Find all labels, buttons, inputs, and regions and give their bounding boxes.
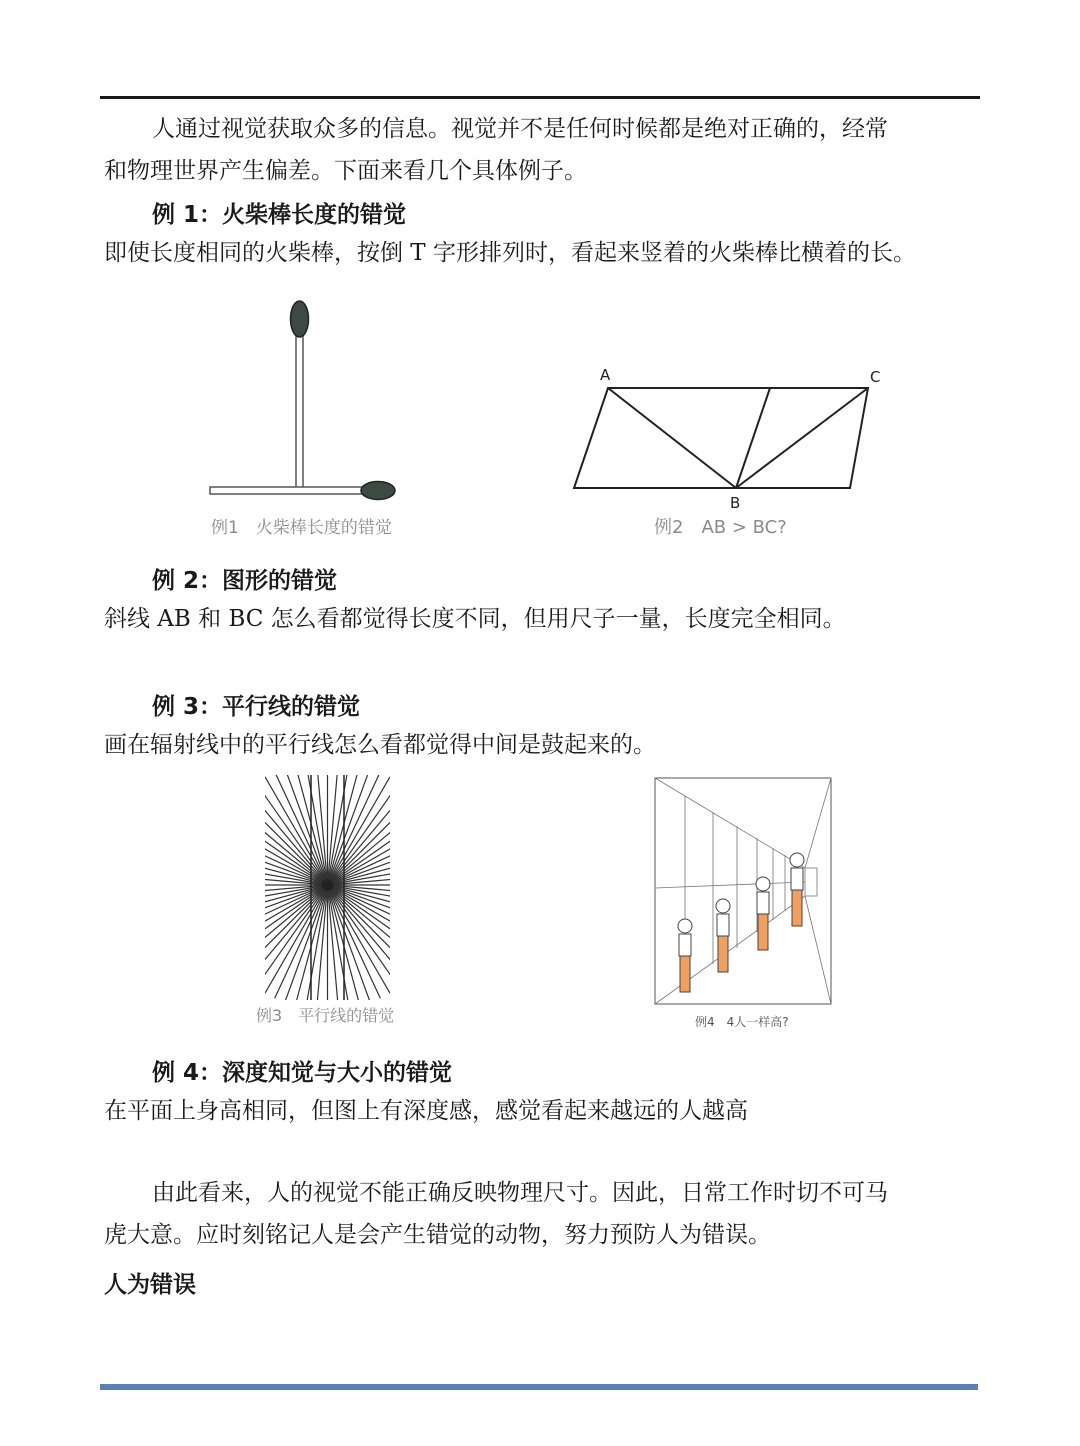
example1-text: 即使长度相同的火柴棒，按倒 T 字形排列时，看起来竖着的火柴棒比横着的长。 xyxy=(104,240,916,266)
intro-line-1: 人通过视觉获取众多的信息。视觉并不是任何时候都是绝对正确的，经常 xyxy=(152,116,888,142)
label-c: C xyxy=(870,368,881,386)
label-a: A xyxy=(600,366,611,384)
figure-matchsticks xyxy=(200,295,420,510)
line-bc xyxy=(736,388,868,488)
example4-text: 在平面上身高相同，但图上有深度感，感觉看起来越远的人越高 xyxy=(104,1098,748,1124)
horizontal-match-head xyxy=(361,482,395,500)
example1-heading: 例 1：火柴棒长度的错觉 xyxy=(152,202,407,228)
section-heading: 人为错误 xyxy=(104,1272,196,1298)
center-dot xyxy=(322,879,334,891)
example4-heading: 例 4：深度知觉与大小的错觉 xyxy=(152,1060,453,1086)
example3-text: 画在辐射线中的平行线怎么看都觉得中间是鼓起来的。 xyxy=(104,732,656,758)
example3-heading: 例 3：平行线的错觉 xyxy=(152,694,361,720)
line-inner xyxy=(736,388,770,488)
person-2 xyxy=(716,899,730,972)
figure1-caption: 例1 火柴棒长度的错觉 xyxy=(211,518,392,538)
person-1 xyxy=(678,919,692,992)
conclusion-line-1: 由此看来，人的视觉不能正确反映物理尺寸。因此，日常工作时切不可马 xyxy=(152,1180,888,1206)
figure3-caption: 例3 平行线的错觉 xyxy=(256,1006,395,1025)
example2-text: 斜线 AB 和 BC 怎么看都觉得长度不同，但用尺子一量，长度完全相同。 xyxy=(104,606,846,632)
line-ab xyxy=(608,388,736,488)
bottom-rule xyxy=(100,1384,978,1390)
figure2-caption: 例2 AB > BC? xyxy=(654,517,787,538)
intro-line-2: 和物理世界产生偏差。下面来看几个具体例子。 xyxy=(104,158,587,184)
figure-radiating-lines xyxy=(265,775,390,1000)
horizontal-match-stick xyxy=(210,487,370,494)
conclusion-line-2: 虎大意。应时刻铭记人是会产生错觉的动物，努力预防人为错误。 xyxy=(104,1222,771,1248)
figure4-caption: 例4 4人一样高? xyxy=(695,1015,789,1029)
figure-parallelogram xyxy=(560,360,900,510)
label-b: B xyxy=(730,494,741,512)
vertical-match-stick xyxy=(296,325,303,493)
person-3 xyxy=(756,877,770,950)
vertical-match-head xyxy=(291,301,309,337)
example2-heading: 例 2：图形的错觉 xyxy=(152,568,338,594)
parallelogram-outline xyxy=(574,388,868,488)
top-rule xyxy=(100,96,980,99)
person-4 xyxy=(790,853,804,926)
figure-corridor xyxy=(655,778,831,1004)
